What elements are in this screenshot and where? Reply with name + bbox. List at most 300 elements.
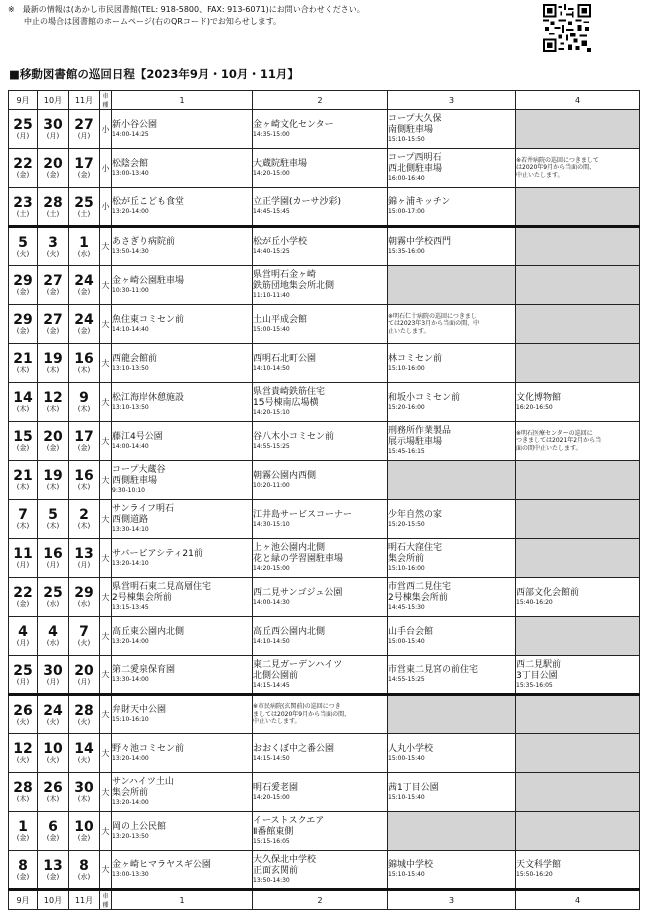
stop-time: 10:20-11:00 xyxy=(253,481,290,489)
day-number: 17 xyxy=(74,429,94,445)
stop-cell xyxy=(388,539,516,578)
stop-name: 藤江4号公園 xyxy=(112,431,163,442)
page-title: ■移動図書館の巡回日程【2023年9月・10月・11月】 xyxy=(9,67,299,81)
empty-cell xyxy=(516,110,640,149)
stop-time: 16:00-16:40 xyxy=(388,175,425,182)
stop-cell xyxy=(112,110,253,149)
stop-time: 14:20-15:00 xyxy=(253,793,290,801)
stop-cell xyxy=(253,110,388,149)
date-cell xyxy=(69,227,100,266)
stop-time: 13:20-14:00 xyxy=(112,799,149,806)
stop-name: 上ヶ池公園内北側 花と緑の学習園駐車場 xyxy=(253,543,344,564)
weekday: (月) xyxy=(77,132,91,140)
stop-name: 西明石北町公園 xyxy=(253,353,317,364)
date-cell xyxy=(69,305,100,344)
weekday: (火) xyxy=(16,756,30,764)
stop-name: 魚住東コミセン前 xyxy=(112,314,185,325)
vehicle-size: 大 xyxy=(100,773,112,812)
header-stop-4: 4 xyxy=(516,91,640,110)
vehicle-size: 大 xyxy=(100,266,112,305)
vehicle-size: 大 xyxy=(100,305,112,344)
stop-time: 15:00-17:00 xyxy=(388,208,425,215)
date-cell xyxy=(69,851,100,890)
weekday: (月) xyxy=(46,677,60,686)
day-number: 11 xyxy=(13,546,33,562)
stop-name: 金ヶ崎公園駐車場 xyxy=(112,275,185,286)
vehicle-size: 大 xyxy=(100,383,112,422)
stop-name: サンライフ明石 西側道路 xyxy=(112,504,175,525)
stop-name: 松陰会館 xyxy=(112,158,149,169)
vehicle-size: 大 xyxy=(100,422,112,461)
stop-cell xyxy=(253,734,388,773)
stop-time: 13:30-14:10 xyxy=(112,526,149,533)
stop-time: 15:10-15:40 xyxy=(388,871,425,878)
date-cell xyxy=(38,578,69,617)
day-number: 1 xyxy=(18,819,28,835)
date-cell xyxy=(9,500,38,539)
stop-name: おおくぼ中之番公園 xyxy=(253,743,335,754)
stop-time: 14:55-15:25 xyxy=(388,676,425,683)
empty-cell xyxy=(516,344,640,383)
weekday: (月) xyxy=(46,561,60,569)
stop-time: 13:20-14:00 xyxy=(112,637,149,645)
empty-cell xyxy=(516,500,640,539)
schedule-row xyxy=(9,149,640,188)
stop-cell xyxy=(112,617,253,656)
vehicle-size: 大 xyxy=(100,344,112,383)
date-cell xyxy=(38,344,69,383)
stop-name: 谷八木小コミセン前 xyxy=(253,431,335,442)
footer-size: 車種 xyxy=(100,890,112,910)
day-number: 1 xyxy=(79,234,89,251)
stop-name: 東二見ガーデンハイツ 北側公園前 xyxy=(253,659,343,681)
qr-code[interactable] xyxy=(543,4,591,52)
day-number: 16 xyxy=(74,351,94,367)
stop-name: 少年自然の家 xyxy=(388,509,443,520)
day-number: 13 xyxy=(74,546,94,562)
stop-cell xyxy=(112,461,253,500)
weekday: (火) xyxy=(46,756,60,764)
date-cell xyxy=(38,812,69,851)
date-cell xyxy=(69,344,100,383)
stop-time: 13:00-13:30 xyxy=(112,871,149,878)
stop-cell xyxy=(112,227,253,266)
date-cell xyxy=(69,500,100,539)
stop-cell xyxy=(253,305,388,344)
stop-time: 14:15-14:45 xyxy=(253,681,290,689)
weekday: (金) xyxy=(77,834,91,842)
weekday: (月) xyxy=(16,639,30,647)
weekday: (水) xyxy=(77,872,91,881)
cancellation-note: ※若井病院の巡回につきまして は2020年9月から当面の間、 中止いたします。 xyxy=(516,156,599,179)
notice xyxy=(8,4,528,28)
stop-cell xyxy=(253,656,388,695)
weekday: (金) xyxy=(16,600,30,608)
day-number: 26 xyxy=(13,702,33,719)
stop-time: 14:00-14:25 xyxy=(112,130,149,138)
weekday: (月) xyxy=(46,132,60,140)
weekday: (月) xyxy=(16,132,30,140)
stop-cell xyxy=(253,539,388,578)
stop-time: 14:20-15:00 xyxy=(253,565,290,572)
date-cell xyxy=(69,656,100,695)
stop-cell xyxy=(388,188,516,227)
weekday: (金) xyxy=(46,288,60,296)
date-cell xyxy=(9,578,38,617)
day-number: 16 xyxy=(43,546,63,562)
weekday: (木) xyxy=(46,366,60,374)
day-number: 24 xyxy=(43,702,63,719)
date-cell xyxy=(38,773,69,812)
day-number: 16 xyxy=(74,468,94,484)
stop-name: サバービアシティ21前 xyxy=(112,548,203,559)
empty-cell xyxy=(516,266,640,305)
stop-time: 15:15-16:05 xyxy=(253,838,290,845)
date-cell xyxy=(9,149,38,188)
stop-cell xyxy=(388,773,516,812)
weekday: (月) xyxy=(77,677,91,686)
empty-cell xyxy=(516,773,640,812)
date-cell xyxy=(69,734,100,773)
stop-time: 14:45-15:45 xyxy=(253,208,290,215)
date-cell xyxy=(69,539,100,578)
stop-name: 明石大窪住宅 集会所前 xyxy=(388,543,443,564)
stop-name: 県営明石東二見高層住宅 2号棟集会所前 xyxy=(112,582,212,603)
day-number: 30 xyxy=(74,780,94,796)
date-cell xyxy=(38,461,69,500)
stop-cell xyxy=(388,578,516,617)
footer-sep: 9月 xyxy=(9,890,38,910)
day-number: 25 xyxy=(74,194,94,211)
stop-cell xyxy=(516,578,640,617)
stop-cell xyxy=(516,851,640,890)
stop-time: 14:30-15:10 xyxy=(253,520,290,528)
stop-name: 錦ヶ浦キッチン xyxy=(388,197,451,207)
stop-name: 松が丘こども食堂 xyxy=(112,197,185,207)
empty-cell xyxy=(388,266,516,305)
date-cell xyxy=(9,851,38,890)
weekday: (金) xyxy=(46,872,60,881)
day-number: 27 xyxy=(74,117,94,133)
date-cell xyxy=(9,383,38,422)
date-cell xyxy=(69,461,100,500)
schedule-row xyxy=(9,188,640,227)
stop-time: 15:00-15:40 xyxy=(388,637,425,645)
stop-name: 文化博物館 xyxy=(516,392,562,403)
weekday: (火) xyxy=(46,717,60,726)
stop-name: 西部文化会館前 xyxy=(516,587,580,598)
day-number: 7 xyxy=(79,624,89,640)
footer-stop-3: 3 xyxy=(388,890,516,910)
header-stop-1: 1 xyxy=(112,91,253,110)
stop-time: 14:35-15:00 xyxy=(253,130,290,138)
date-cell xyxy=(69,773,100,812)
date-cell xyxy=(9,812,38,851)
empty-cell xyxy=(516,461,640,500)
stop-name: 和坂小コミセン前 xyxy=(388,392,461,403)
vehicle-size: 大 xyxy=(100,500,112,539)
weekday: (金) xyxy=(46,171,60,179)
vehicle-size: 小 xyxy=(100,188,112,227)
day-number: 30 xyxy=(43,117,63,133)
stop-name: 大蔵院駐車場 xyxy=(253,158,308,169)
stop-cell xyxy=(112,539,253,578)
cancellation-note: ※明石医療センターの巡回に つきましては2021年2月から当 面の間中止いたします。 xyxy=(516,429,602,452)
stop-name: 高丘西公園内北側 xyxy=(253,626,326,637)
day-number: 24 xyxy=(74,312,94,328)
stop-name: 天文科学館 xyxy=(516,860,562,870)
stop-time: 13:10-13:50 xyxy=(112,403,149,411)
vehicle-size: 大 xyxy=(100,617,112,656)
day-number: 25 xyxy=(13,662,33,679)
schedule-row xyxy=(9,500,640,539)
day-number: 4 xyxy=(18,624,28,640)
stop-cell xyxy=(112,695,253,734)
stop-name: 土山平成会館 xyxy=(253,314,308,325)
day-number: 28 xyxy=(43,194,63,211)
stop-time: 14:10-14:50 xyxy=(253,364,290,372)
weekday: (金) xyxy=(16,288,30,296)
stop-time: 14:00-14:40 xyxy=(112,442,149,450)
weekday: (木) xyxy=(46,405,60,413)
stop-time: 14:15-14:50 xyxy=(253,754,290,762)
date-cell xyxy=(69,578,100,617)
stop-time: 13:00-13:40 xyxy=(112,169,149,177)
date-cell xyxy=(9,227,38,266)
stop-time: 13:30-14:00 xyxy=(112,676,149,683)
weekday: (金) xyxy=(77,327,91,335)
weekday: (土) xyxy=(46,209,60,218)
stop-name: 明石愛老園 xyxy=(253,782,299,793)
stop-name: 朝霧中学校西門 xyxy=(388,237,452,247)
weekday: (土) xyxy=(77,209,91,218)
stop-name: あさぎり病院前 xyxy=(112,237,176,247)
day-number: 5 xyxy=(18,234,28,251)
empty-cell xyxy=(516,695,640,734)
stop-name: 林コミセン前 xyxy=(388,353,443,364)
stop-time: 11:10-11:40 xyxy=(253,292,290,299)
date-cell xyxy=(9,734,38,773)
stop-cell xyxy=(112,188,253,227)
date-cell xyxy=(9,539,38,578)
stop-cell xyxy=(388,227,516,266)
stop-cell xyxy=(112,734,253,773)
stop-name: イーストスクエア Ⅱ番館東側 xyxy=(253,816,325,837)
schedule-row xyxy=(9,656,640,695)
stop-name: 大久保北中学校 正面玄関前 xyxy=(253,854,317,876)
schedule-row xyxy=(9,617,640,656)
vehicle-size: 大 xyxy=(100,812,112,851)
day-number: 21 xyxy=(13,351,33,367)
stop-cell xyxy=(388,500,516,539)
stop-cell xyxy=(388,617,516,656)
header-size: 車種 xyxy=(100,91,112,110)
day-number: 19 xyxy=(43,468,63,484)
stop-time: 14:40-15:25 xyxy=(253,248,290,255)
date-cell xyxy=(69,617,100,656)
day-number: 25 xyxy=(43,585,63,601)
header-stop-3: 3 xyxy=(388,91,516,110)
stop-cell xyxy=(388,851,516,890)
stop-name: 松が丘小学校 xyxy=(253,237,308,247)
stop-time: 15:35-16:00 xyxy=(388,248,425,255)
stop-time: 13:20-13:50 xyxy=(112,832,149,840)
weekday: (火) xyxy=(46,249,60,258)
stop-time: 10:30-11:00 xyxy=(112,286,149,294)
vehicle-size: 小 xyxy=(100,149,112,188)
stop-cell xyxy=(112,266,253,305)
day-number: 29 xyxy=(13,273,33,289)
date-cell xyxy=(38,539,69,578)
stop-name: 西二見サンゴジュ公園 xyxy=(253,587,343,598)
schedule-row xyxy=(9,422,640,461)
notice-cell xyxy=(388,305,516,344)
stop-cell xyxy=(253,188,388,227)
weekday: (月) xyxy=(77,561,91,569)
cancellation-note: ※明石仁十病院の巡回につきまし ては2023年3月から当面の間、中 止いたします。 xyxy=(388,312,480,335)
weekday: (木) xyxy=(16,483,30,491)
weekday: (水) xyxy=(77,249,91,258)
stop-time: 14:10-14:50 xyxy=(253,637,290,645)
stop-cell xyxy=(388,734,516,773)
empty-cell xyxy=(516,812,640,851)
weekday: (木) xyxy=(16,795,30,803)
date-cell xyxy=(69,383,100,422)
vehicle-size: 大 xyxy=(100,851,112,890)
date-cell xyxy=(38,188,69,227)
day-number: 7 xyxy=(18,507,28,523)
stop-name: サンハイツ土山 集会所前 xyxy=(112,777,174,798)
schedule-row xyxy=(9,851,640,890)
date-cell xyxy=(38,734,69,773)
schedule-row xyxy=(9,344,640,383)
empty-cell xyxy=(388,695,516,734)
date-cell xyxy=(69,695,100,734)
empty-cell xyxy=(516,305,640,344)
date-cell xyxy=(38,266,69,305)
day-number: 10 xyxy=(74,819,94,835)
stop-cell xyxy=(253,578,388,617)
stop-time: 15:10-15:40 xyxy=(388,793,425,801)
weekday: (火) xyxy=(77,639,91,647)
day-number: 12 xyxy=(43,390,63,406)
header-row xyxy=(9,91,640,110)
day-number: 24 xyxy=(74,273,94,289)
vehicle-size: 大 xyxy=(100,578,112,617)
empty-cell xyxy=(388,461,516,500)
schedule-row xyxy=(9,578,640,617)
stop-cell xyxy=(112,422,253,461)
day-number: 14 xyxy=(13,390,33,406)
date-cell xyxy=(38,110,69,149)
day-number: 6 xyxy=(48,819,58,835)
stop-time: 13:15-13:45 xyxy=(112,604,149,611)
stop-time: 13:50-14:30 xyxy=(253,876,290,884)
date-cell xyxy=(9,617,38,656)
day-number: 8 xyxy=(18,857,28,874)
vehicle-size: 大 xyxy=(100,461,112,500)
weekday: (木) xyxy=(77,366,91,374)
stop-name: 県営明石金ヶ崎 鉄筋団地集会所北側 xyxy=(253,270,335,291)
stop-cell xyxy=(112,305,253,344)
date-cell xyxy=(38,305,69,344)
header-nov: 11月 xyxy=(69,91,100,110)
day-number: 20 xyxy=(43,156,63,172)
stop-cell xyxy=(253,422,388,461)
date-cell xyxy=(69,110,100,149)
footer-oct: 10月 xyxy=(38,890,69,910)
date-cell xyxy=(9,695,38,734)
date-cell xyxy=(38,500,69,539)
stop-name: 第二愛泉保育園 xyxy=(112,665,176,675)
stop-cell xyxy=(516,656,640,695)
stop-cell xyxy=(112,656,253,695)
schedule-row xyxy=(9,305,640,344)
day-number: 2 xyxy=(79,507,89,523)
stop-time: 14:45-15:30 xyxy=(388,604,425,611)
day-number: 29 xyxy=(13,312,33,328)
date-cell xyxy=(9,110,38,149)
stop-name: 野々池コミセン前 xyxy=(112,743,185,754)
header-stop-2: 2 xyxy=(253,91,388,110)
stop-cell xyxy=(253,617,388,656)
stop-cell xyxy=(388,656,516,695)
schedule-row xyxy=(9,227,640,266)
day-number: 3 xyxy=(48,234,58,251)
stop-name: 江井島サービスコーナー xyxy=(253,509,353,520)
vehicle-size: 大 xyxy=(100,695,112,734)
stop-name: 市営西二見住宅 2号棟集会所前 xyxy=(388,582,452,603)
weekday: (木) xyxy=(16,522,30,530)
date-cell xyxy=(9,188,38,227)
day-number: 20 xyxy=(74,662,94,679)
notice-cell xyxy=(253,695,388,734)
empty-cell xyxy=(516,227,640,266)
date-cell xyxy=(69,422,100,461)
footer-stop-1: 1 xyxy=(112,890,253,910)
day-number: 23 xyxy=(13,194,33,211)
stop-cell xyxy=(253,149,388,188)
weekday: (木) xyxy=(77,405,91,413)
stop-time: 13:20-14:00 xyxy=(112,208,149,215)
stop-cell xyxy=(112,500,253,539)
stop-cell xyxy=(388,110,516,149)
date-cell xyxy=(69,812,100,851)
stop-name: 金ヶ崎ヒマラヤスギ公園 xyxy=(112,860,211,870)
schedule-row xyxy=(9,539,640,578)
empty-cell xyxy=(516,539,640,578)
day-number: 26 xyxy=(43,780,63,796)
stop-cell xyxy=(112,812,253,851)
stop-cell xyxy=(253,812,388,851)
date-cell xyxy=(69,266,100,305)
stop-name: 西龍会館前 xyxy=(112,353,158,364)
stop-name: コープ大蔵谷 西側駐車場 xyxy=(112,465,166,486)
stop-time: 15:10-16:10 xyxy=(112,716,149,723)
stop-name: 茜1丁目公園 xyxy=(388,782,439,793)
stop-name: 弁財天中公園 xyxy=(112,705,167,715)
vehicle-size: 小 xyxy=(100,110,112,149)
stop-time: 15:20-16:00 xyxy=(388,403,425,411)
stop-cell xyxy=(253,461,388,500)
day-number: 22 xyxy=(13,585,33,601)
footer-stop-4: 4 xyxy=(516,890,640,910)
date-cell xyxy=(38,851,69,890)
stop-name: コープ西明石 西北側駐車場 xyxy=(388,153,443,174)
day-number: 29 xyxy=(74,585,94,601)
stop-time: 15:50-16:20 xyxy=(516,871,553,878)
schedule-row xyxy=(9,266,640,305)
